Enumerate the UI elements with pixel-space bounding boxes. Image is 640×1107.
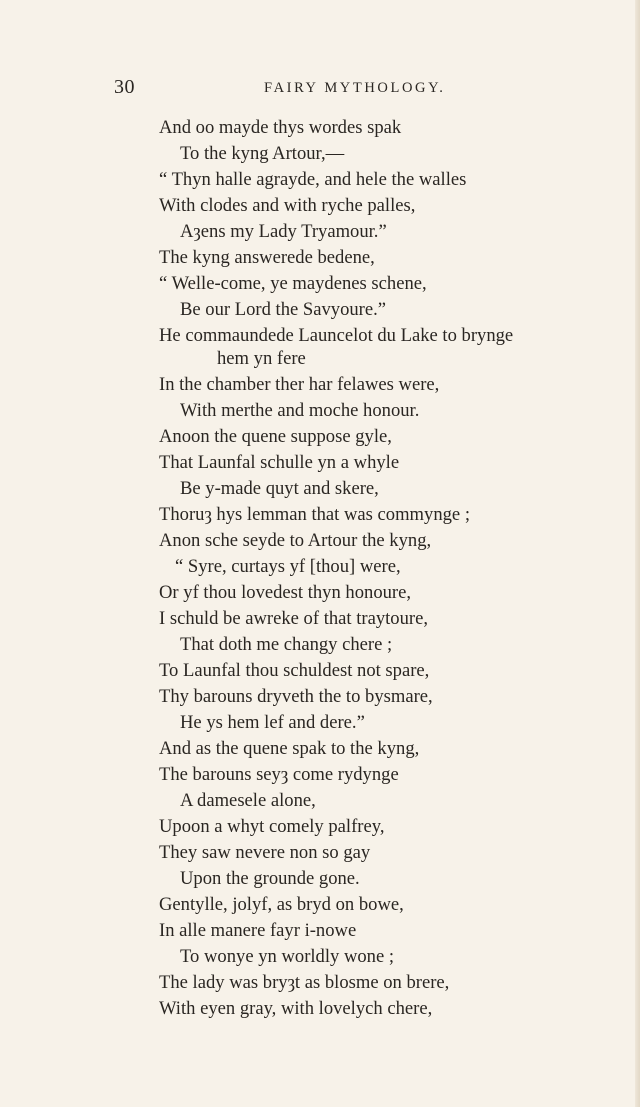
poem-line: In the chamber ther har felawes were, [159, 374, 440, 395]
poem-line: The lady was bryȝt as blosme on brere, [159, 972, 450, 993]
poem-line: Aȝens my Lady Tryamour.” [180, 221, 387, 242]
poem-line: “ Welle-come, ye maydenes schene, [159, 273, 427, 294]
poem-line: He commaundede Launcelot du Lake to brynge [159, 325, 514, 346]
poem-line: With clodes and with ryche palles, [159, 195, 416, 216]
poem-line: To Launfal thou schuldest not spare, [159, 660, 430, 681]
poem-line: And as the quene spak to the kyng, [159, 738, 420, 759]
poem-line: I schuld be awreke of that traytoure, [159, 608, 428, 629]
poem-line: Anon sche seyde to Artour the kyng, [159, 530, 432, 551]
poem-line: A damesele alone, [180, 790, 316, 811]
poem-line: Be our Lord the Savyoure.” [180, 299, 387, 320]
poem-line: With eyen gray, with lovelych chere, [159, 998, 433, 1019]
poem-line: That doth me changy chere ; [180, 634, 393, 655]
poem-line: Thy barouns dryveth the to bysmare, [159, 686, 433, 707]
poem-line: “ Thyn halle agrayde, and hele the walles [159, 169, 467, 190]
poem-line: They saw nevere non so gay [159, 842, 371, 863]
poem-line: hem yn fere [217, 348, 306, 369]
poem-line: Upon the grounde gone. [180, 868, 360, 889]
poem-line: Upoon a whyt comely palfrey, [159, 816, 385, 837]
poem-line: To the kyng Artour,— [180, 143, 345, 164]
poem-line: And oo mayde thys wordes spak [159, 117, 402, 138]
poem-line: The kyng answerede bedene, [159, 247, 375, 268]
poem-line: To wonye yn worldly wone ; [180, 946, 395, 967]
poem-line: With merthe and moche honour. [180, 400, 420, 421]
poem-line: Gentylle, jolyf, as bryd on bowe, [159, 894, 404, 915]
poem-line: Anoon the quene suppose gyle, [159, 426, 392, 447]
running-title: FAIRY MYTHOLOGY. [264, 80, 446, 96]
poem-line: “ Syre, curtays yf [thou] were, [175, 556, 401, 577]
page-number: 30 [114, 76, 135, 98]
poem-line: He ys hem lef and dere.” [180, 712, 365, 733]
poem-line: Or yf thou lovedest thyn honoure, [159, 582, 412, 603]
poem-line: The barouns seyȝ come rydynge [159, 764, 399, 785]
poem-line: In alle manere fayr i-nowe [159, 920, 357, 941]
poem-line: Be y-made quyt and skere, [180, 478, 379, 499]
poem-line: Thoruȝ hys lemman that was commynge ; [159, 504, 470, 525]
poem-line: That Launfal schulle yn a whyle [159, 452, 400, 473]
